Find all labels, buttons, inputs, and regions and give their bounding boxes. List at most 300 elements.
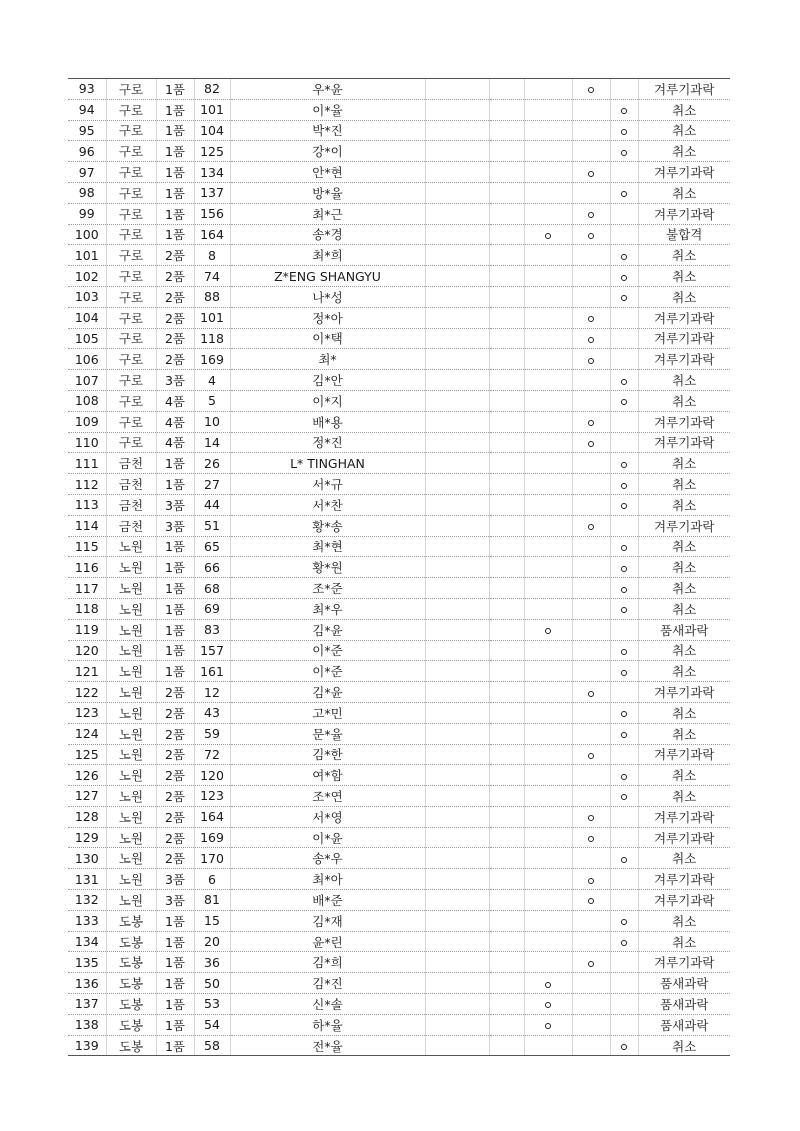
circle-mark-icon [588,836,594,842]
name-cell: 최*현 [230,536,425,557]
row-number: 124 [68,723,106,744]
row-number: 97 [68,162,106,183]
blank-cell [425,203,489,224]
check-cell-2 [524,661,572,682]
check-cell-2 [524,848,572,869]
name-cell: 서*찬 [230,494,425,515]
table-row [68,370,730,391]
check-cell-4 [610,141,638,162]
exam-number-cell: 68 [194,578,230,599]
name-cell: 김*윤 [230,682,425,703]
name-cell: 신*솔 [230,994,425,1015]
check-cell-4 [610,1014,638,1035]
grade-cell: 1품 [156,973,194,994]
table-row [68,640,730,661]
circle-mark-icon [621,483,627,489]
check-cell-1 [489,806,524,827]
grade-cell: 3품 [156,515,194,536]
table-row [68,453,730,474]
name-cell: 황*원 [230,557,425,578]
table-row [68,702,730,723]
check-cell-2 [524,931,572,952]
row-number: 99 [68,203,106,224]
check-cell-4 [610,806,638,827]
name-cell: 우*윤 [230,79,425,100]
row-number: 98 [68,182,106,203]
result-cell: 겨루기과락 [638,890,730,911]
exam-number-cell: 5 [194,390,230,411]
check-cell-4 [610,390,638,411]
check-cell-1 [489,203,524,224]
name-cell: 김*한 [230,744,425,765]
row-number: 109 [68,411,106,432]
exam-number-cell: 156 [194,203,230,224]
check-cell-1 [489,411,524,432]
check-cell-2 [524,411,572,432]
row-number: 134 [68,931,106,952]
row-number: 108 [68,390,106,411]
grade-cell: 2품 [156,266,194,287]
check-cell-1 [489,266,524,287]
exam-number-cell: 72 [194,744,230,765]
check-cell-3 [572,141,610,162]
check-cell-4 [610,515,638,536]
check-cell-2 [524,224,572,245]
region-cell: 구로 [106,432,156,453]
blank-cell [425,411,489,432]
circle-mark-icon [621,129,627,135]
table-row [68,910,730,931]
exam-number-cell: 170 [194,848,230,869]
grade-cell: 1품 [156,619,194,640]
check-cell-2 [524,99,572,120]
check-cell-2 [524,370,572,391]
circle-mark-icon [621,670,627,676]
check-cell-4 [610,494,638,515]
check-cell-4 [610,245,638,266]
blank-cell [425,786,489,807]
blank-cell [425,765,489,786]
check-cell-4 [610,474,638,495]
check-cell-3 [572,349,610,370]
check-cell-1 [489,786,524,807]
check-cell-1 [489,723,524,744]
table-row [68,786,730,807]
check-cell-4 [610,266,638,287]
table-row [68,120,730,141]
check-cell-4 [610,120,638,141]
table-row [68,286,730,307]
region-cell: 노원 [106,640,156,661]
name-cell: 이*율 [230,99,425,120]
check-cell-4 [610,931,638,952]
circle-mark-icon [588,815,594,821]
row-number: 102 [68,266,106,287]
table-row [68,994,730,1015]
row-number: 131 [68,869,106,890]
grade-cell: 1품 [156,994,194,1015]
table-row [68,494,730,515]
row-number: 96 [68,141,106,162]
exam-number-cell: 83 [194,619,230,640]
circle-mark-icon [621,774,627,780]
check-cell-2 [524,182,572,203]
region-cell: 노원 [106,827,156,848]
check-cell-1 [489,827,524,848]
table-row [68,141,730,162]
circle-mark-icon [621,191,627,197]
region-cell: 도봉 [106,952,156,973]
name-cell: 이*준 [230,640,425,661]
check-cell-4 [610,702,638,723]
table-row [68,744,730,765]
name-cell: 정*진 [230,432,425,453]
check-cell-3 [572,162,610,183]
check-cell-1 [489,141,524,162]
table-row [68,99,730,120]
row-number: 114 [68,515,106,536]
exam-number-cell: 6 [194,869,230,890]
check-cell-3 [572,702,610,723]
blank-cell [425,952,489,973]
check-cell-3 [572,1035,610,1056]
grade-cell: 1품 [156,910,194,931]
blank-cell [425,578,489,599]
check-cell-1 [489,702,524,723]
grade-cell: 1품 [156,598,194,619]
circle-mark-icon [621,545,627,551]
result-cell: 겨루기과락 [638,307,730,328]
region-cell: 노원 [106,619,156,640]
region-cell: 금천 [106,494,156,515]
check-cell-3 [572,890,610,911]
check-cell-1 [489,557,524,578]
blank-cell [425,723,489,744]
name-cell: 안*현 [230,162,425,183]
blank-cell [425,515,489,536]
region-cell: 금천 [106,474,156,495]
check-cell-4 [610,411,638,432]
blank-cell [425,619,489,640]
region-cell: 구로 [106,328,156,349]
table-row [68,182,730,203]
name-cell: 조*연 [230,786,425,807]
result-cell: 취소 [638,786,730,807]
result-cell: 품새과락 [638,994,730,1015]
exam-number-cell: 65 [194,536,230,557]
circle-mark-icon [621,295,627,301]
check-cell-4 [610,578,638,599]
check-cell-2 [524,515,572,536]
check-cell-2 [524,474,572,495]
name-cell: 최* [230,349,425,370]
check-cell-2 [524,723,572,744]
circle-mark-icon [621,711,627,717]
region-cell: 노원 [106,848,156,869]
table-row [68,328,730,349]
check-cell-2 [524,307,572,328]
row-number: 126 [68,765,106,786]
region-cell: 구로 [106,286,156,307]
grade-cell: 2품 [156,848,194,869]
check-cell-3 [572,453,610,474]
grade-cell: 2품 [156,786,194,807]
row-number: 129 [68,827,106,848]
check-cell-4 [610,328,638,349]
blank-cell [425,307,489,328]
check-cell-1 [489,848,524,869]
check-cell-4 [610,973,638,994]
result-cell: 취소 [638,598,730,619]
check-cell-1 [489,494,524,515]
exam-number-cell: 104 [194,120,230,141]
circle-mark-icon [545,982,551,988]
check-cell-4 [610,162,638,183]
table-row [68,79,730,100]
circle-mark-icon [621,462,627,468]
result-cell: 취소 [638,848,730,869]
check-cell-1 [489,182,524,203]
exam-number-cell: 125 [194,141,230,162]
row-number: 118 [68,598,106,619]
name-cell: 이*준 [230,661,425,682]
region-cell: 구로 [106,141,156,162]
region-cell: 구로 [106,203,156,224]
check-cell-1 [489,370,524,391]
circle-mark-icon [545,628,551,634]
exam-number-cell: 134 [194,162,230,183]
blank-cell [425,994,489,1015]
result-cell: 겨루기과락 [638,411,730,432]
region-cell: 금천 [106,453,156,474]
check-cell-1 [489,99,524,120]
check-cell-1 [489,578,524,599]
check-cell-4 [610,890,638,911]
check-cell-2 [524,557,572,578]
result-cell: 취소 [638,266,730,287]
check-cell-3 [572,1014,610,1035]
check-cell-4 [610,453,638,474]
table-row [68,349,730,370]
check-cell-4 [610,661,638,682]
grade-cell: 1품 [156,557,194,578]
name-cell: 최*희 [230,245,425,266]
circle-mark-icon [545,233,551,239]
region-cell: 도봉 [106,931,156,952]
table-row [68,598,730,619]
result-cell: 취소 [638,99,730,120]
circle-mark-icon [588,441,594,447]
check-cell-4 [610,619,638,640]
check-cell-3 [572,224,610,245]
table-row [68,432,730,453]
check-cell-1 [489,224,524,245]
check-cell-2 [524,141,572,162]
blank-cell [425,744,489,765]
check-cell-4 [610,557,638,578]
grade-cell: 1품 [156,162,194,183]
check-cell-3 [572,744,610,765]
check-cell-2 [524,536,572,557]
result-cell: 취소 [638,765,730,786]
check-cell-1 [489,1035,524,1056]
check-cell-4 [610,744,638,765]
circle-mark-icon [621,732,627,738]
circle-mark-icon [588,171,594,177]
check-cell-3 [572,411,610,432]
row-number: 120 [68,640,106,661]
check-cell-1 [489,79,524,100]
row-number: 106 [68,349,106,370]
blank-cell [425,910,489,931]
region-cell: 구로 [106,349,156,370]
circle-mark-icon [621,254,627,260]
check-cell-3 [572,598,610,619]
check-cell-2 [524,682,572,703]
result-cell: 겨루기과락 [638,952,730,973]
result-cell: 취소 [638,557,730,578]
exam-number-cell: 44 [194,494,230,515]
table-row [68,557,730,578]
circle-mark-icon [621,150,627,156]
circle-mark-icon [621,919,627,925]
region-cell: 구로 [106,370,156,391]
check-cell-2 [524,1014,572,1035]
check-cell-3 [572,765,610,786]
result-cell: 취소 [638,723,730,744]
result-cell: 취소 [638,474,730,495]
grade-cell: 1품 [156,931,194,952]
circle-mark-icon [621,587,627,593]
region-cell: 구로 [106,99,156,120]
circle-mark-icon [621,379,627,385]
check-cell-1 [489,869,524,890]
check-cell-1 [489,910,524,931]
table-body [68,79,730,1056]
name-cell: 최*근 [230,203,425,224]
row-number: 123 [68,702,106,723]
check-cell-3 [572,120,610,141]
region-cell: 구로 [106,182,156,203]
region-cell: 노원 [106,765,156,786]
blank-cell [425,120,489,141]
result-cell: 취소 [638,245,730,266]
blank-cell [425,224,489,245]
row-number: 103 [68,286,106,307]
blank-cell [425,557,489,578]
table-row [68,806,730,827]
check-cell-1 [489,1014,524,1035]
check-cell-2 [524,994,572,1015]
name-cell: 서*규 [230,474,425,495]
region-cell: 도봉 [106,973,156,994]
check-cell-3 [572,557,610,578]
exam-number-cell: 8 [194,245,230,266]
check-cell-4 [610,1035,638,1056]
circle-mark-icon [588,358,594,364]
name-cell: 이*지 [230,390,425,411]
region-cell: 노원 [106,702,156,723]
check-cell-1 [489,952,524,973]
row-number: 94 [68,99,106,120]
exam-number-cell: 20 [194,931,230,952]
exam-number-cell: 66 [194,557,230,578]
check-cell-4 [610,349,638,370]
check-cell-2 [524,120,572,141]
check-cell-2 [524,328,572,349]
check-cell-2 [524,162,572,183]
table-row [68,682,730,703]
check-cell-3 [572,827,610,848]
grade-cell: 3품 [156,869,194,890]
exam-number-cell: 26 [194,453,230,474]
check-cell-3 [572,286,610,307]
check-cell-4 [610,994,638,1015]
check-cell-2 [524,203,572,224]
blank-cell [425,848,489,869]
exam-number-cell: 82 [194,79,230,100]
blank-cell [425,536,489,557]
check-cell-2 [524,390,572,411]
region-cell: 구로 [106,266,156,287]
grade-cell: 1품 [156,640,194,661]
check-cell-4 [610,786,638,807]
check-cell-1 [489,640,524,661]
check-cell-4 [610,765,638,786]
check-cell-2 [524,952,572,973]
check-cell-4 [610,723,638,744]
result-cell: 품새과락 [638,973,730,994]
grade-cell: 1품 [156,79,194,100]
region-cell: 구로 [106,120,156,141]
check-cell-1 [489,453,524,474]
table-row [68,890,730,911]
exam-number-cell: 4 [194,370,230,391]
region-cell: 노원 [106,682,156,703]
grade-cell: 1품 [156,99,194,120]
check-cell-2 [524,619,572,640]
exam-number-cell: 169 [194,827,230,848]
exam-number-cell: 12 [194,682,230,703]
circle-mark-icon [588,316,594,322]
region-cell: 노원 [106,786,156,807]
grade-cell: 2품 [156,307,194,328]
blank-cell [425,370,489,391]
exam-number-cell: 164 [194,806,230,827]
result-cell: 겨루기과락 [638,349,730,370]
check-cell-1 [489,765,524,786]
circle-mark-icon [588,878,594,884]
grade-cell: 2품 [156,349,194,370]
row-number: 136 [68,973,106,994]
row-number: 127 [68,786,106,807]
result-cell: 겨루기과락 [638,806,730,827]
name-cell: 나*성 [230,286,425,307]
circle-mark-icon [588,233,594,239]
circle-mark-icon [621,940,627,946]
blank-cell [425,141,489,162]
table-row [68,245,730,266]
check-cell-1 [489,307,524,328]
region-cell: 노원 [106,723,156,744]
check-cell-1 [489,328,524,349]
exam-number-cell: 36 [194,952,230,973]
result-cell: 취소 [638,494,730,515]
grade-cell: 3품 [156,494,194,515]
blank-cell [425,806,489,827]
check-cell-2 [524,910,572,931]
blank-cell [425,162,489,183]
